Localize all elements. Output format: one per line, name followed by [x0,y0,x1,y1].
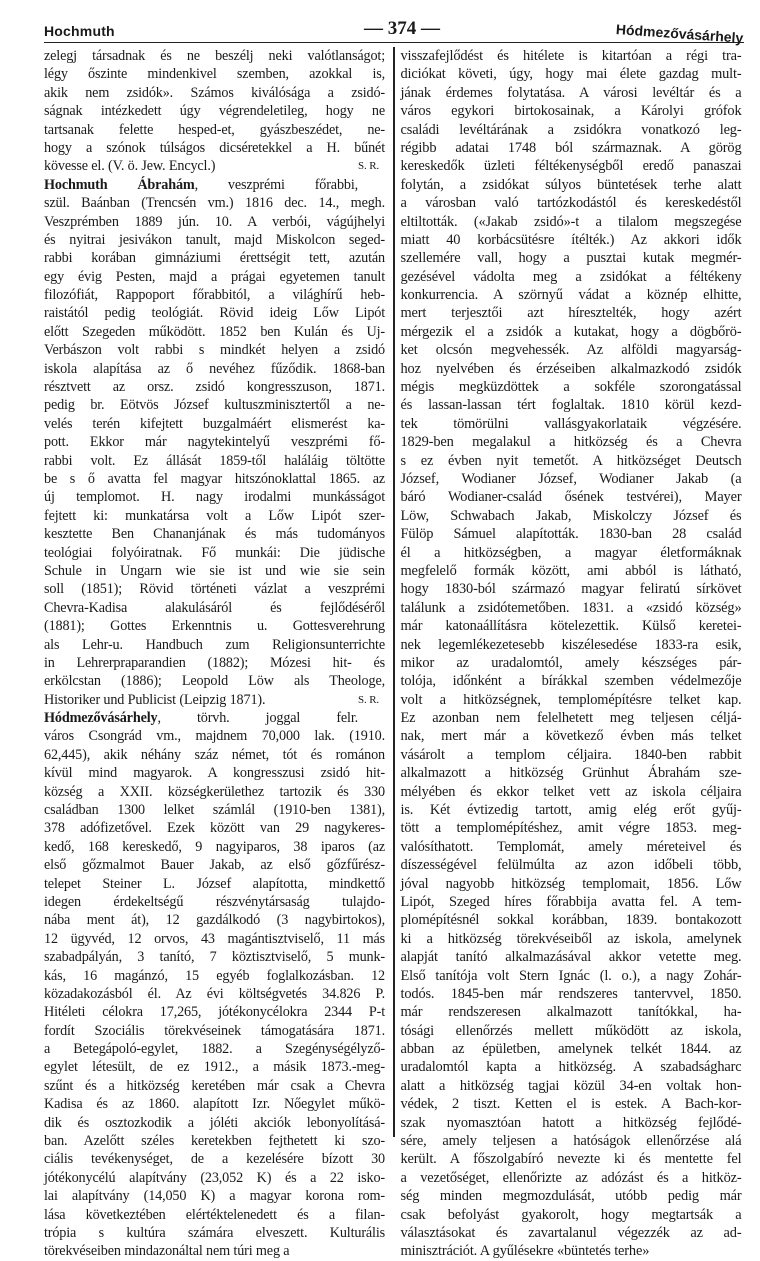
line-text: ciális tevékenységet, de a kezelésére bízott 30 [44,1151,385,1168]
text-line [401,1187,742,1205]
line-text: in Lehrerpraparandien (1882); Mózesi hit- és [44,654,385,671]
line-text: minisztrációt. A gyűlésekre «büntetés terhe» [400,1243,650,1260]
line-text: lása következtében elértéktelenedett és a filan- [44,1206,385,1223]
text-line [401,783,742,801]
text-line [44,599,385,617]
line-text: megfelelő formák között, ami abból is látható, [400,562,742,579]
text-line [44,819,385,837]
line-text: als Lehr-u. Handbuch zum Religionsunterrichte [44,636,385,653]
line-text: régibb adatai 1748 ból származnak. A görög [400,139,742,156]
line-text: 1829-ben megalakul a hitközség és a Chevra [400,434,742,451]
text-line [401,470,742,488]
line-text: akik nem zsidók». Számos kiválósága a zsidó- [44,84,385,101]
line-text: a Betegápoló-egylet, 1882. a Szegénységélyző- [44,1041,385,1058]
text-line [44,1132,385,1150]
text-line [44,452,385,470]
text-line [44,378,385,396]
line-text: választásokat és zavartalanul végezzék az ad- [400,1225,742,1241]
text-line [44,967,385,985]
line-text: fordít Szociális törekvéseinek támogatására 1871. [44,1022,385,1039]
text-line [44,47,385,65]
text-line [401,360,742,378]
text-line [44,304,385,322]
text-line [401,525,742,543]
text-line [44,544,385,562]
text-line [401,488,742,506]
line-text: csak befolyást gyakorolt, hogy megtartsák a [400,1206,742,1223]
text-line [401,911,742,929]
line-text: mert terjesztői azt híresztelték, hogy azért [400,305,742,322]
text-line [44,1169,385,1187]
line-text: kesztette Ben Chananjának és más tudományos [44,526,385,543]
line-text: ságnak intézkedett úgy végrendeletileg, hogy ne [44,103,385,120]
text-line [401,893,742,911]
line-text: 378 adófizetővel. Ezek között van 29 nagykeres- [44,820,385,837]
text-line [401,176,742,194]
running-head [44,14,745,46]
line-text: jóval nagyobb hitközség templomait, 1856. Lőw [400,875,742,892]
line-text: díszességével felülmúlta az azon időbeli több, [400,857,742,874]
line-text: alatt a hitközség tagjai közül 34-en voltak hon- [400,1077,742,1094]
text-line [44,617,385,635]
text-line [44,783,385,801]
left-column [44,47,389,1260]
text-line [44,875,385,893]
line-text: báró Wodianer-család ősének testvérei), Mayer [400,489,742,506]
text-line [401,580,742,598]
line-text: közadakozásból él. Az évi költségvetés 34.826 P. [44,985,385,1002]
line-text: eltiltották. («Jakab zsidó»-t a tilalom megszegése [400,213,742,230]
text-line [44,654,385,672]
text-line [401,1058,742,1076]
line-text: be s ő avatta fel magyar hitszónoklattal 1865. az [44,470,385,487]
line-text: él a hitközségben, a magyar életformáknak [400,544,742,561]
line-text: vásárolt a templom céljaira. 1840-ben rabbit [400,746,742,763]
line-text: uradalomtól kapta a hitközség. A szabadságharc [400,1059,742,1076]
text-line [401,1003,742,1021]
line-text: hogy a szónok túlságos dicséretekkel a H. bűnét [44,139,385,156]
line-text: Chevra-Kadisa alakulásáról és fejlődéséről [44,599,385,616]
line-text: (1881); Gottes Erkenntnis u. Gottesverehrung [44,618,385,635]
text-line [401,1169,742,1187]
text-line [401,157,742,175]
text-line [44,893,385,911]
text-line [401,636,742,654]
line-text: visszafejlődést és hitélete is kitartóan a régi tra- [400,48,742,64]
text-line [401,1022,742,1040]
line-text: velés terén kifejtett buzgalmáért elismerést ka- [44,415,385,432]
text-line [44,157,385,175]
line-text: Lipót, Szeged híres főrabbija avatta fel. A tem- [400,893,742,910]
line-text: rabbi korában gimnáziumi érettségit tett, azután [44,250,385,267]
line-text: zelegj társadnak és ne beszélj neki valótlanságot; [44,48,385,64]
line-text: sére, amely teljesen a hatóságok ellenőrzése alá [400,1133,742,1150]
text-line [44,1114,385,1132]
line-text: már katonaállításra kötelezettik. Külső keretei- [400,618,742,635]
text-columns [44,47,744,1260]
line-text: került. A főszolgabíró nevezte ki és mentette fel [400,1151,742,1168]
text-line [44,286,385,304]
line-text: todós. 1845-ben már rendszeres tantervvel, 1850. [400,985,742,1002]
text-line [401,672,742,690]
text-line [401,1040,742,1058]
line-text: teológiai folyóiratnak. Fő munkái: Die jüdische [44,544,385,561]
line-text: mikor az uradalomtól, amely készséges pár- [400,654,742,671]
line-text: találunk a zsidótemetőben. 1831. a «zsidó község» [400,599,742,616]
text-line [44,801,385,819]
text-line [401,121,742,139]
text-line [401,378,742,396]
author-signature: S. R. [358,160,379,173]
text-line [401,268,742,286]
column-divider [393,47,395,1137]
line-text: konkurrencia. A szörnyű vádat a köznép elhitte, [400,287,742,304]
text-line [44,1187,385,1205]
line-text: egylet létesült, de ez 1912., a másik 1873.-meg- [44,1059,385,1076]
right-column [399,47,742,1260]
line-text: a vezetőséget, ellenőrizte az adózást és a hitköz- [400,1169,742,1186]
text-line [401,875,742,893]
line-text: soll (1851); Rövid történeti vázlat a veszprémi [44,581,385,598]
line-text: és nyitrai jesivákon tanult, majd Miskolcon seged- [44,231,385,248]
text-line [44,746,385,764]
text-line [401,249,742,267]
text-line [44,341,385,359]
line-text: törekvéseiben mindazonáltal nem túri meg a [44,1243,290,1260]
line-text: valósíthatott. Templomát, amely méreteivel és [400,838,742,855]
text-line [401,709,742,727]
line-text: s ez évben nyit temetőt. A hitközséget Deutsch [400,452,742,469]
text-line [44,1022,385,1040]
text-line [44,102,385,120]
text-line [44,84,385,102]
text-line [44,1206,385,1224]
line-text: József, Wodianer József, Wodianer Jakab (a [400,470,742,487]
text-line [44,231,385,249]
running-head-right: Hódmezővásárhely [615,21,745,46]
line-text: jának érdemes folytatása. A városi levéltár és a [400,84,742,101]
text-line [401,1224,742,1242]
text-line [44,1003,385,1021]
text-line [401,599,742,617]
text-line [44,856,385,874]
text-line [44,65,385,83]
line-text: Verbászon volt rabbi s mindkét helyen a zsidó [44,342,385,359]
line-text: alapját tanító alkalmazásával akkor vetette meg. [400,949,742,966]
line-text: pott. Ekkor már nagytekintelyű veszprémi fő- [44,434,385,451]
text-line [44,709,385,727]
line-text: szűnt és a hitközség keretében már csak a Chevra [44,1077,385,1094]
text-line [401,727,742,745]
text-line [44,1242,385,1260]
text-line [401,47,742,65]
line-text: Fülöp Sámuel alapították. 1830-ban 28 család [400,526,742,543]
line-text: Hochmuth Ábrahám, veszprémi főrabbi, [44,176,359,193]
text-line [401,507,742,525]
line-text: fejtett ki: munkatársa volt a Lőw Lipót szer- [44,507,385,524]
line-text: erkölcstan (1886); Leopold Löw als Theologe, [44,673,385,690]
line-text: kereskedők üzleti féltékenységből eredő panaszai [400,158,742,175]
line-text: mégis megküzdöttek a sokféle szorongatással [400,379,742,396]
text-line [401,84,742,102]
text-line [401,1095,742,1113]
line-text: tartsanak felette hesped-et, gyászbeszédet, ne- [44,121,385,138]
text-line [401,102,742,120]
text-line [401,819,742,837]
text-line [44,985,385,1003]
line-text: dik és osztozkodik a jóléti akciók lebonyolításá- [44,1114,385,1131]
text-line [401,838,742,856]
running-head-left: Hochmuth [44,23,115,39]
line-text: tolója, időnként a bírákkal szemben védelmezője [400,673,742,690]
text-line [401,1242,742,1260]
page-number: — 374 — [364,18,440,39]
text-line [44,194,385,212]
line-text: nába ment át), 12 gazdálkodó (3 nagybirtokos), [44,912,385,929]
text-line [44,176,385,194]
line-text: tött a templomépítéshez, amit végre 1853. meg- [400,820,742,837]
text-line [401,1150,742,1168]
text-line [401,323,742,341]
text-line [44,672,385,690]
text-line [401,65,742,83]
text-line [401,1077,742,1095]
text-line [44,580,385,598]
line-text: iskola alapítása az ő nevéhez fűződik. 1868-ban [44,360,385,377]
line-text: Ez azonban nem felelhetett meg teljesen céljá- [400,710,742,727]
text-line [44,360,385,378]
line-text: hoz nyelvében és érzéseiben alkalmazkodó zsidók [400,360,742,377]
text-line [44,911,385,929]
line-text: és lassan-lassan tért foglaltak. 1810 körül kezd- [400,397,742,414]
line-text: hogy 1830-ból származó magyar feliratú sírkövet [400,581,742,598]
line-text: filozófiát, Rappoport főrabbitól, a világhírű heb- [44,287,385,304]
line-text: 62,445), akik néhány száz német, tót és románon [44,746,385,763]
text-line [44,213,385,231]
line-text: szül. Baánban (Trencsén vm.) 1816 dec. 14., megh. [44,195,385,212]
text-line [44,636,385,654]
text-line [401,764,742,782]
line-text: nek legemlékezetesebb kiszélesedése 1833-ra esik, [400,636,742,653]
text-line [44,764,385,782]
line-text: idegen érdekeltségű részvénytársaság tulajdo- [44,893,385,910]
text-line [401,967,742,985]
line-text: jótékonycélú alapítvány (23,052 K) és a 22 isko- [44,1169,385,1186]
text-line [401,139,742,157]
line-text: szabadpályán, 3 tanító, 7 köztisztviselő, 5 munk- [44,949,385,966]
line-text: Historiker und Publicist (Leipzig 1871). [44,691,266,708]
line-text: ket olcsón megvehessék. Az alföldi magyarság- [400,342,742,359]
text-line [401,691,742,709]
line-text: község a XXII. községkerülethez tartozik és 330 [44,783,385,800]
line-text: kívül mind magyarok. A kongresszusi zsidó hit- [44,765,385,782]
line-text: kövesse el. (V. ö. Jew. Encycl.) [44,158,216,175]
line-text: 12 ügyvéd, 12 orvos, 43 magántisztviselő, 11 más [44,930,385,947]
line-text: rabbi volt. Ez állását 1859-től haláláig töltötte [44,452,385,469]
text-line [401,856,742,874]
line-text: ban. Azelőtt széles keretekben fejthetett ki szo- [44,1133,385,1150]
line-text: alkalmazott a hitközség Grünhut Ábrahám sze- [400,765,742,782]
line-text: Hitéleti célokra 17,265, jótékonycélokra 2344 P-t [44,1004,385,1021]
line-text: kedő, 168 kereskedő, 9 nagyiparos, 38 iparos (az [44,838,385,855]
text-line [44,139,385,157]
line-text: légy őszinte mindenkivel szemben, azokkal is, [44,66,385,83]
text-line [401,304,742,322]
author-signature: S. R. [358,693,379,706]
text-line [401,286,742,304]
text-line [401,1132,742,1150]
line-text: családi levéltárának a zsidókra vonatkozó leg- [400,121,742,138]
line-text: mérgezik el a zsidók a kutakat, hogy a dögbőrö- [400,323,742,340]
line-text: már rendszeresen alkalmazott tanítókkal, ha- [400,1004,742,1021]
line-text: telepet Steiner L. József alapította, mindkettő [44,875,385,892]
line-text: folytán, a zsidókat súlyos büntetések terhe alatt [400,176,742,193]
line-text: szellemére vall, hogy a pusztai kutak megmér- [400,250,742,267]
line-text: tósági ellenőrzés mellett működött az iskola, [400,1022,742,1039]
text-line [44,525,385,543]
line-text: védek, 2 tiszt. Ketten el is estek. A Bach-kor- [400,1096,742,1113]
line-text: mélyében és ekkor telket vett az iskola céljaira [400,783,742,800]
text-line [44,396,385,414]
text-line [401,544,742,562]
text-line [401,930,742,948]
text-line [401,433,742,451]
text-line [401,1206,742,1224]
text-line [44,415,385,433]
line-text: Kadisa és az 1860. alapított Izr. Nőegylet műkö- [44,1096,385,1113]
line-text: nak, mert már a következő évben más telket [400,728,742,745]
line-text: Veszprémben 1889 jún. 10. A verbói, vágújhelyi [44,213,385,230]
text-line [401,654,742,672]
text-line [401,562,742,580]
text-line [44,488,385,506]
text-line [44,1077,385,1095]
text-line [44,691,385,709]
line-text: is. Két évtizedig tartott, amig elég erőt gyűj- [400,802,742,819]
line-text: város egykori birtokosainak, a Károlyi grófok [400,103,742,120]
line-text: pedig br. Eötvös József kultuszminisztertől a ne- [44,397,385,414]
line-text: családban 1300 lelket számlál (1910-ben 1381), [44,802,385,819]
text-line [401,396,742,414]
line-text: kás, 16 magánzó, 15 egyéb foglalkozásban. 12 [44,967,385,984]
line-text: a városban való tartózkodástól és kereskedéstől [400,195,742,212]
line-text: lai alapítvány (14,050 K) a magyar korona rom- [44,1188,385,1205]
line-text: gezésével vádolta meg a zsidókat a féltékeny [400,268,742,285]
text-line [401,231,742,249]
line-text: ki a hitközség törekvéseiből az iskola, amelynek [400,930,742,947]
line-text: első gőzmalmot Bauer Jakab, az első gőzfűrész- [44,857,385,874]
text-line [44,1058,385,1076]
text-line [44,727,385,745]
line-text: miatt 40 korbácsütésre ítélték.) Az akkori idők [400,231,742,248]
text-line [44,838,385,856]
text-line [44,268,385,286]
text-line [401,948,742,966]
line-text: plomépítésnél sokkal korábban, 1839. bontakozott [400,912,742,929]
line-text: Első tanítója volt Stern Ignác (l. o.), a nagy Zohár- [400,967,742,984]
text-line [401,452,742,470]
text-line [401,415,742,433]
text-line [44,1040,385,1058]
text-line [401,801,742,819]
text-line [44,470,385,488]
text-line [44,121,385,139]
text-line [44,1095,385,1113]
line-text: tek tömörülni vallásgyakorlataik végzésére. [400,415,742,432]
line-text: volt a hitközségnek, templomépítésre telket kap. [400,691,742,708]
line-text: szak nyomasztóan hatott a hitközség fejlődé- [400,1114,742,1131]
line-text: város Csongrád vm., majdnem 70,000 lak. (1910. [44,728,385,745]
text-line [44,562,385,580]
line-text: Löw, Schwabach Jakab, Miskolczy József és [400,507,742,524]
text-line [401,194,742,212]
line-text: előtt Szegeden működött. 1852 ben Kulán és Uj- [44,323,385,340]
line-text: abban az épületben, amelynek telkét 1844. az [400,1041,742,1058]
line-text: trópia s kultúra számára elveszett. Kulturális [44,1225,385,1241]
text-line [44,930,385,948]
text-line [44,1150,385,1168]
text-line [44,948,385,966]
line-text: diciókat követi, úgy, hogy mai élete gazdag mult- [400,66,742,83]
line-text: egy évig Pesten, majd a prágai egyetemen tanult [44,268,385,285]
line-text: Schule in Ungarn wie sie ist und wie sie sein [44,562,385,579]
text-line [44,1224,385,1242]
text-line [401,617,742,635]
text-line [44,507,385,525]
line-text: résztvett az orsz. zsidó kongresszuson, 1871. [44,379,385,396]
text-line [44,323,385,341]
text-line [401,985,742,1003]
line-text: ség minden megmozdulását, utóbb pedig már [400,1188,742,1205]
text-line [401,213,742,231]
line-text: új templomot. H. nagy irodalmi munkásságot [44,489,385,506]
text-line [44,433,385,451]
line-text: raistától pedig teológiát. Rövid ideig Lőw Lipót [44,305,385,322]
line-text: Hódmezővásárhely, törvh. joggal felr. [44,710,359,727]
text-line [401,746,742,764]
text-line [401,341,742,359]
text-line [44,249,385,267]
text-line [401,1114,742,1132]
